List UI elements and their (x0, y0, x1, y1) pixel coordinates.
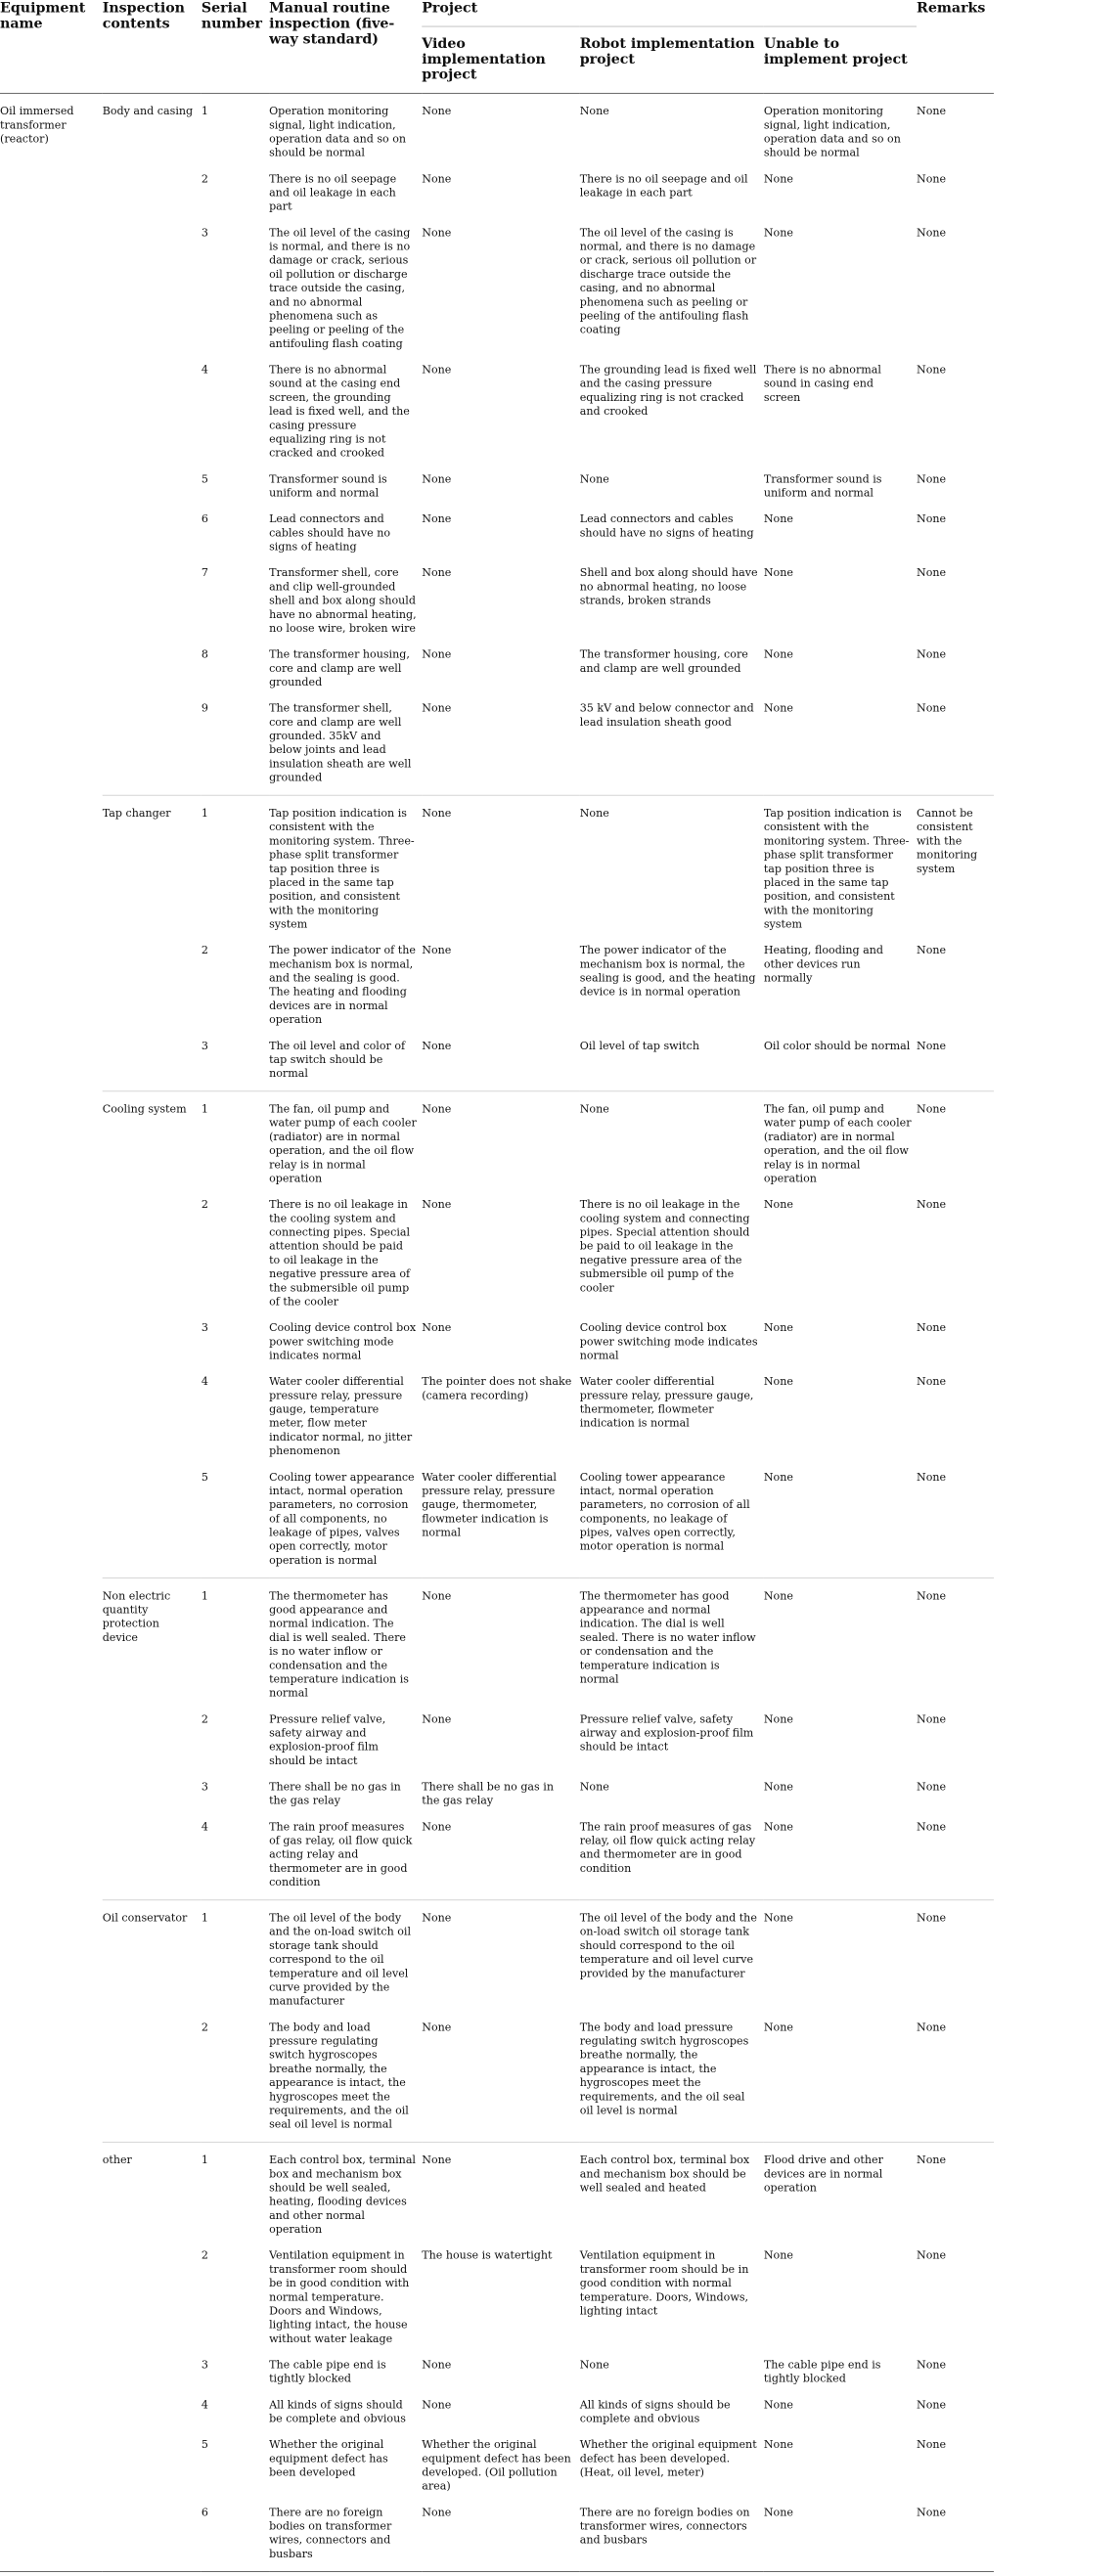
cell-serial: 5 (201, 2437, 208, 2451)
cell-manual: Cooling device control box power switching mode indicates normal (269, 1320, 417, 1362)
cell-video: None (422, 1197, 452, 1211)
cell-remarks: None (917, 104, 947, 117)
cell-unable: None (763, 511, 793, 525)
cell-video: The pointer does not shake (camera recording) (422, 1374, 572, 1402)
cell-serial: 3 (201, 225, 208, 240)
cell-remarks: None (917, 171, 947, 185)
cell-unable: None (763, 2248, 793, 2262)
cell-robot: The transformer housing, core and clamp are well grounded (579, 646, 748, 675)
cell-remarks: None (917, 1779, 947, 1794)
cell-serial: 3 (201, 1039, 208, 1052)
cell-video: None (422, 2142, 579, 2246)
cell-manual: The transformer shell, core and clamp are well grounded. 35kV and below joints and lead insulation sheath are well grounded (269, 700, 412, 784)
cell-video: None (422, 1320, 452, 1334)
cell-inspection-contents: other (103, 2142, 202, 2571)
cell-robot: Each control box, terminal box and mechanism box should be well sealed and heated (580, 2142, 764, 2246)
header-unable-project: Unable to implement project (763, 34, 908, 67)
cell-remarks: None (917, 2505, 947, 2518)
cell-remarks: None (917, 1320, 947, 1334)
cell-unable: There is no abnormal sound in casing end screen (763, 362, 881, 404)
cell-serial: 2 (201, 943, 208, 956)
cell-unable: None (763, 2437, 793, 2451)
table-row (0, 93, 994, 170)
header-robot-project: Robot implementation project (579, 34, 755, 67)
table-row (0, 2142, 994, 2246)
cell-equipment-name: Oil immersed transformer (reactor) (0, 104, 74, 146)
cell-manual: The transformer housing, core and clamp are well grounded (269, 646, 410, 688)
cell-robot: Whether the original equipment defect has been developed. (Heat, oil level, meter) (579, 2437, 757, 2479)
cell-manual: Transformer sound is uniform and normal (269, 471, 387, 500)
cell-unable: Operation monitoring signal, light indication, operation data and so on should be normal (763, 104, 901, 159)
cell-unable: None (764, 1578, 917, 1710)
cell-manual: Cooling tower appearance intact, normal operation parameters, no corrosion of all components, no leakage of pipes, valves open correctly, motor operation is normal (269, 1470, 415, 1567)
cell-robot: The power indicator of the mechanism box is normal, the sealing is good, and the heating device is in normal operation (579, 943, 756, 999)
cell-remarks: None (917, 511, 947, 525)
cell-serial: 1 (201, 104, 208, 117)
cell-serial: 2 (201, 1711, 208, 1725)
cell-serial: 3 (201, 1320, 208, 1334)
cell-remarks: None (917, 1711, 947, 1725)
cell-robot: None (579, 1779, 609, 1794)
cell-video: None (422, 225, 452, 240)
cell-manual: All kinds of signs should be complete and obvious (269, 2397, 406, 2425)
cell-unable: Transformer sound is uniform and normal (763, 471, 882, 500)
cell-serial: 5 (201, 1470, 208, 1484)
cell-remarks: None (917, 225, 947, 240)
cell-video: None (422, 1039, 452, 1052)
cell-manual: Operation monitoring signal, light indication, operation data and so on should be normal (269, 104, 407, 159)
table-body (0, 93, 994, 2571)
cell-manual: The rain proof measures of gas relay, oil flow quick acting relay and thermometer are in good condition (269, 1819, 413, 1888)
cell-serial: 8 (201, 646, 208, 661)
cell-remarks: None (917, 1900, 994, 2019)
cell-robot: All kinds of signs should be complete and obvious (579, 2397, 731, 2425)
cell-remarks: None (917, 1819, 947, 1834)
cell-manual: Whether the original equipment defect has been developed (269, 2437, 388, 2479)
cell-video: None (422, 1578, 579, 1710)
cell-remarks: None (917, 1039, 947, 1052)
cell-remarks: None (917, 565, 947, 579)
cell-robot: None (579, 2357, 609, 2372)
cell-robot: There is no oil seepage and oil leakage in each part (579, 171, 748, 200)
cell-remarks: None (917, 2357, 947, 2372)
cell-robot: None (580, 795, 764, 942)
cell-serial: 9 (201, 700, 208, 715)
cell-remarks: None (917, 2248, 947, 2262)
cell-unable: None (763, 1374, 793, 1388)
cell-remarks: None (917, 1091, 994, 1196)
cell-inspection-contents: Tap changer (103, 795, 202, 1091)
cell-serial: 2 (201, 2248, 208, 2262)
cell-robot: The body and load pressure regulating switch hygroscopes breathe normally, the appearance is intact, the hygroscopes meet the requirements, and the oil seal oil level is normal (579, 2020, 749, 2117)
cell-serial: 1 (202, 1091, 269, 1196)
cell-robot: Pressure relief valve, safety airway and explosion-proof film should be intact (579, 1711, 754, 1754)
cell-unable: None (763, 646, 793, 661)
cell-serial: 3 (201, 1779, 208, 1794)
cell-serial: 4 (201, 1374, 208, 1388)
cell-video: None (422, 104, 452, 117)
cell-manual: The oil level and color of tap switch should be normal (269, 1039, 406, 1080)
table-row (0, 795, 994, 942)
cell-unable: None (763, 1779, 793, 1794)
cell-unable: None (763, 225, 793, 240)
cell-unable: The cable pipe end is tightly blocked (763, 2357, 881, 2385)
cell-video: None (422, 1900, 579, 2019)
cell-robot: Shell and box along should have no abnormal heating, no loose strands, broken strands (579, 565, 758, 607)
cell-manual: Ventilation equipment in transformer room should be in good condition with normal temperature. Doors and Windows, lighting intact, the house without water leakage (269, 2248, 410, 2345)
cell-unable: None (763, 1197, 793, 1211)
cell-remarks: None (917, 1470, 947, 1484)
cell-robot: The oil level of the body and the on-load switch oil storage tank should correspond to the oil temperature and oil level curve provided by the manufacturer (580, 1900, 764, 2019)
cell-manual: The fan, oil pump and water pump of each cooler (radiator) are in normal operation, and the oil flow relay is in normal operation (269, 1091, 422, 1196)
cell-remarks: None (917, 1197, 947, 1211)
cell-inspection-contents: Cooling system (103, 1091, 202, 1578)
cell-unable: None (763, 171, 793, 185)
header-serial-number: Serial number (201, 0, 262, 31)
cell-robot: The oil level of the casing is normal, and there is no damage or crack, serious oil pollution or discharge trace outside the casing, and no abnormal phenomena such as peeling or peeling of the antifouling flash coating (579, 225, 757, 336)
cell-robot: Ventilation equipment in transformer room should be in good condition with normal temperature. Doors, Windows, lighting intact (579, 2248, 749, 2318)
header-equipment-name: Equipment name (0, 0, 86, 31)
cell-serial: 1 (202, 1900, 269, 2019)
cell-video: Water cooler differential pressure relay, pressure gauge, thermometer, flowmeter indication is normal (422, 1470, 557, 1539)
cell-video: None (422, 700, 452, 715)
cell-unable: None (763, 1819, 793, 1834)
cell-robot: Water cooler differential pressure relay, pressure gauge, thermometer, flowmeter indication is normal (579, 1374, 754, 1430)
cell-video: None (422, 2020, 452, 2033)
cell-manual: There is no oil seepage and oil leakage in each part (269, 171, 397, 213)
cell-manual: The body and load pressure regulating switch hygroscopes breathe normally, the appearance is intact, the hygroscopes meet the requirements, and the oil seal oil level is normal (269, 2020, 409, 2131)
cell-manual: The thermometer has good appearance and normal indication. The dial is well sealed. There is no water inflow or condensation and the temperature indication is normal (269, 1578, 422, 1710)
cell-manual: Transformer shell, core and clip well-grounded shell and box along should have no abnormal heating, no loose wire, broken wire (269, 565, 417, 635)
cell-manual: There shall be no gas in the gas relay (269, 1779, 401, 1807)
cell-remarks: None (917, 362, 947, 377)
cell-remarks: None (917, 2020, 947, 2033)
cell-inspection-contents: Body and casing (102, 104, 194, 117)
cell-robot: Oil level of tap switch (579, 1039, 700, 1052)
cell-robot: None (579, 471, 609, 486)
cell-unable: The fan, oil pump and water pump of each cooler (radiator) are in normal operation, and the oil flow relay is in normal operation (764, 1091, 917, 1196)
cell-manual: Lead connectors and cables should have no signs of heating (269, 511, 391, 554)
cell-manual: Pressure relief valve, safety airway and explosion-proof film should be intact (269, 1711, 386, 1767)
cell-video: None (422, 1819, 452, 1834)
cell-manual: Water cooler differential pressure relay, pressure gauge, temperature meter, flow meter indicator normal, no jitter phenomenon (269, 1374, 413, 1457)
cell-robot: The grounding lead is fixed well and the casing pressure equalizing ring is not cracked and crooked (579, 362, 757, 418)
cell-video: None (422, 362, 452, 377)
cell-video: None (422, 565, 452, 579)
cell-robot: The rain proof measures of gas relay, oil flow quick acting relay and thermometer are in good condition (579, 1819, 756, 1875)
cell-remarks: Cannot be consistent with the monitoring system (917, 795, 994, 942)
cell-video: None (422, 511, 452, 525)
cell-serial: 4 (201, 362, 208, 377)
cell-manual: The oil level of the casing is normal, and there is no damage or crack, serious oil pollution or discharge trace outside the casing, and no abnormal phenomena such as peeling or peeling of the antifouling flash coating (269, 225, 411, 350)
cell-serial: 2 (201, 1197, 208, 1211)
cell-inspection-contents: Non electric quantity protection device (103, 1578, 202, 1900)
cell-serial: 6 (201, 2505, 208, 2518)
cell-robot: Cooling device control box power switching mode indicates normal (579, 1320, 758, 1362)
table-row (0, 1091, 994, 1196)
cell-remarks: None (917, 646, 947, 661)
cell-remarks: None (917, 471, 947, 486)
table-row (0, 1578, 994, 1710)
cell-manual: Each control box, terminal box and mechanism box should be well sealed, heating, flooding devices and other normal operation (269, 2142, 422, 2246)
cell-unable: None (764, 1900, 917, 2019)
cell-manual: There are no foreign bodies on transformer wires, connectors and busbars (269, 2505, 392, 2560)
cell-unable: None (763, 1470, 793, 1484)
cell-unable: None (763, 700, 793, 715)
cell-remarks: None (917, 700, 947, 715)
cell-robot: Cooling tower appearance intact, normal operation parameters, no corrosion of all components, no leakage of pipes, valves open correctly, motor operation is normal (579, 1470, 750, 1553)
cell-remarks: None (917, 2397, 947, 2411)
cell-robot: The thermometer has good appearance and normal indication. The dial is well sealed. There is no water inflow or condensation and the temperature indication is normal (580, 1578, 764, 1710)
cell-serial: 4 (201, 2397, 208, 2411)
header-remarks: Remarks (917, 0, 986, 16)
cell-video: None (422, 1091, 579, 1196)
header-inspection-contents: Inspection contents (102, 0, 186, 31)
cell-manual: There is no oil leakage in the cooling system and connecting pipes. Special attention should be paid to oil leakage in the negative pressure area of the submersible oil pump of the cooler (269, 1197, 411, 1309)
header-manual-inspection: Manual routine inspection (five-way standard) (269, 0, 395, 47)
cell-robot: 35 kV and below connector and lead insulation sheath good (579, 700, 754, 729)
cell-video: Whether the original equipment defect has been developed. (Oil pollution area) (422, 2437, 571, 2493)
cell-video: None (422, 795, 579, 942)
cell-serial: 1 (202, 2142, 269, 2246)
cell-video: The house is watertight (422, 2248, 553, 2262)
table-header (0, 0, 994, 93)
cell-robot: None (580, 1091, 764, 1196)
cell-manual: Tap position indication is consistent with the monitoring system. Three-phase split transformer tap position three is placed in the same tap position, and consistent with the monitoring system (269, 795, 422, 942)
cell-remarks: None (917, 1374, 947, 1388)
cell-serial: 3 (201, 2357, 208, 2372)
cell-serial: 6 (201, 511, 208, 525)
cell-remarks: None (917, 943, 947, 956)
cell-inspection-contents: Oil conservator (103, 1900, 202, 2143)
table-row (0, 1900, 994, 2019)
cell-unable: None (763, 1320, 793, 1334)
cell-serial: 5 (201, 471, 208, 486)
cell-unable: None (763, 2020, 793, 2033)
cell-remarks: None (917, 2437, 947, 2451)
cell-unable: Tap position indication is consistent with the monitoring system. Three-phase split transformer tap position three is placed in the same tap position, and consistent with the monitoring system (764, 795, 917, 942)
cell-video: None (422, 471, 452, 486)
cell-remarks: None (917, 1578, 994, 1710)
cell-serial: 7 (201, 565, 208, 579)
cell-video: There shall be no gas in the gas relay (422, 1779, 554, 1807)
cell-unable: Oil color should be normal (763, 1039, 911, 1052)
header-project: Project (422, 0, 917, 26)
cell-unable: None (763, 1711, 793, 1725)
cell-manual: The cable pipe end is tightly blocked (269, 2357, 386, 2385)
cell-serial: 2 (201, 2020, 208, 2033)
cell-remarks: None (917, 2142, 994, 2246)
cell-unable: None (763, 2397, 793, 2411)
cell-robot: Lead connectors and cables should have no signs of heating (579, 511, 754, 540)
cell-serial: 4 (201, 1819, 208, 1834)
cell-serial: 1 (202, 795, 269, 942)
cell-unable: None (763, 2505, 793, 2518)
cell-video: None (422, 2505, 452, 2518)
cell-robot: There is no oil leakage in the cooling system and connecting pipes. Special attention should be paid to oil leakage in the negative pressure area of the submersible oil pump of the cooler (579, 1197, 750, 1294)
cell-video: None (422, 2357, 452, 2372)
header-video-project: Video implementation project (422, 34, 546, 83)
cell-unable: Heating, flooding and other devices run normally (763, 943, 884, 985)
cell-serial: 2 (201, 171, 208, 185)
cell-manual: There is no abnormal sound at the casing end screen, the grounding lead is fixed well, and the casing pressure equalizing ring is not cracked and crooked (269, 362, 410, 460)
cell-manual: The power indicator of the mechanism box is normal, and the sealing is good. The heating and flooding devices are in normal operation (269, 943, 416, 1026)
cell-video: None (422, 171, 452, 185)
cell-unable: None (763, 565, 793, 579)
cell-robot: None (579, 104, 609, 117)
cell-video: None (422, 943, 452, 956)
cell-video: None (422, 1711, 452, 1725)
cell-serial: 1 (202, 1578, 269, 1710)
cell-video: None (422, 646, 452, 661)
cell-manual: The oil level of the body and the on-load switch oil storage tank should correspond to the oil temperature and oil level curve provided by the manufacturer (269, 1900, 422, 2019)
cell-robot: There are no foreign bodies on transformer wires, connectors and busbars (579, 2505, 750, 2547)
cell-unable: Flood drive and other devices are in normal operation (764, 2142, 917, 2246)
cell-video: None (422, 2397, 452, 2411)
